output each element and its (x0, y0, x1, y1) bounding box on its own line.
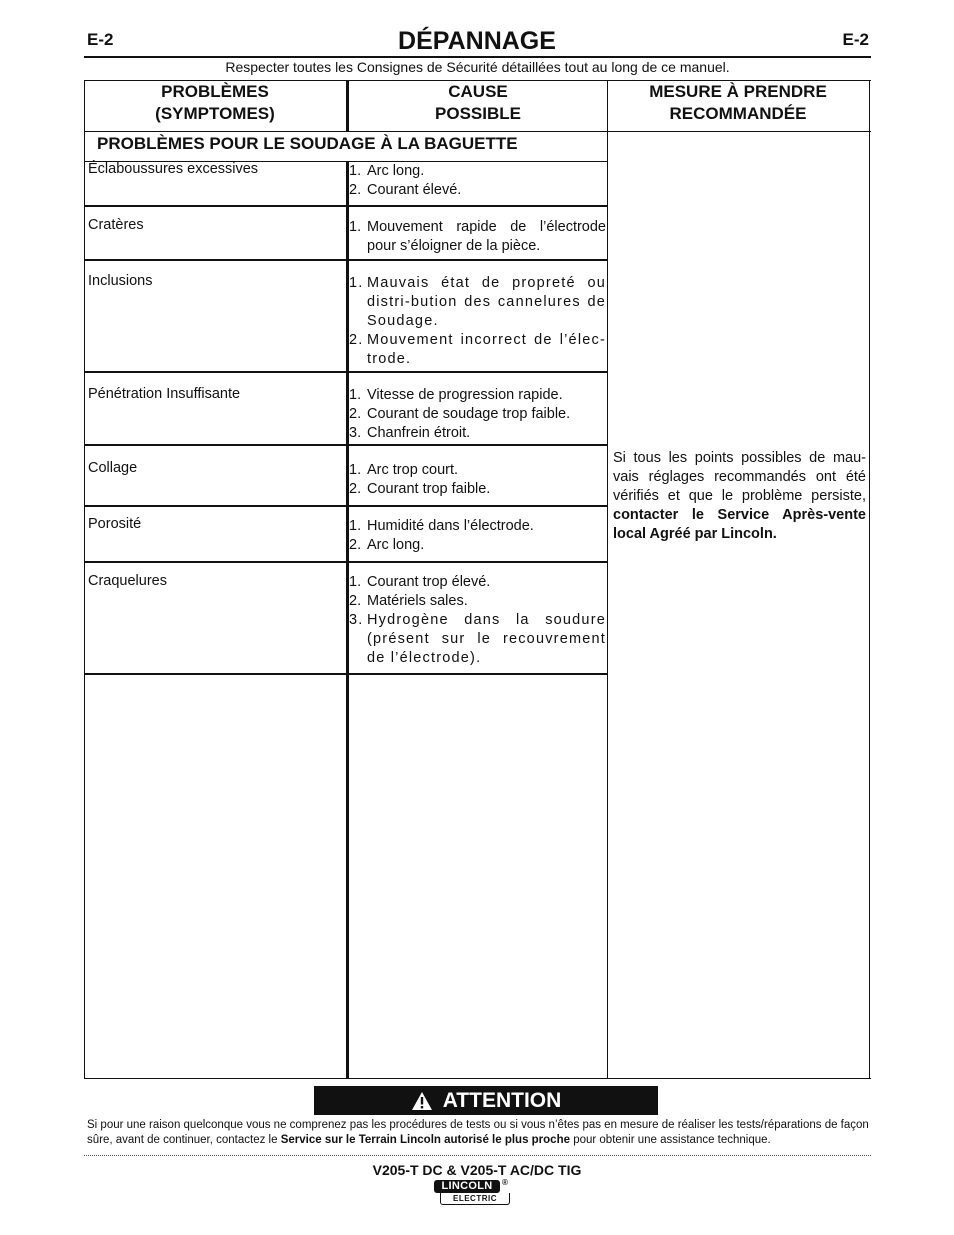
cause-item (349, 480, 606, 499)
column-divider-2 (607, 80, 608, 1079)
attention-banner (314, 1086, 658, 1115)
logo-registered-mark: ® (502, 1178, 508, 1187)
cause-cell (349, 218, 606, 256)
cause-text: Courant trop faible. (367, 481, 491, 497)
cause-text: Chanfrein étroit. (367, 425, 471, 441)
cause-item (349, 424, 606, 443)
cause-number: 3. (349, 612, 364, 628)
cause-cell (349, 573, 606, 668)
cause-text: Arc long. (367, 537, 425, 553)
cause-text: Vitesse de progression rapide. (367, 387, 563, 403)
cause-text: Hydrogène dans la soudure (présent sur le recouvrement de l’électrode). (367, 612, 606, 666)
cause-text: Matériels sales. (367, 593, 468, 609)
cause-text: Arc long. (367, 163, 425, 179)
cause-number: 2. (349, 537, 362, 553)
attention-text (87, 1118, 871, 1148)
cause-text: Humidité dans l’électrode. (367, 518, 534, 534)
logo-bottom: ELECTRIC (440, 1193, 510, 1205)
cause-item (349, 517, 606, 536)
table-bottom-border (84, 1078, 871, 1079)
symptom-cell: Cratères (88, 217, 144, 233)
symptom-cell: Collage (88, 460, 138, 476)
column-header-cause-line1: CAUSE (448, 82, 508, 101)
cause-item (349, 331, 606, 369)
attention-text-part: pour obtenir une assistance technique. (570, 1134, 771, 1146)
cause-number: 1. (349, 275, 364, 291)
cause-item (349, 611, 606, 668)
cause-number: 2. (349, 332, 364, 348)
attention-label: ATTENTION (442, 1088, 562, 1112)
page-code-right: E-2 (842, 30, 869, 49)
column-header-cause-line2: POSSIBLE (435, 104, 521, 123)
cause-number: 3. (349, 425, 362, 441)
section-title: PROBLÈMES POUR LE SOUDAGE À LA BAGUETTE (97, 134, 518, 153)
page-code-left: E-2 (87, 30, 114, 49)
recommended-action (613, 449, 866, 544)
column-header-problems (86, 81, 344, 125)
cause-number: 2. (349, 593, 362, 609)
column-header-action-line1: MESURE À PRENDRE (649, 82, 827, 101)
cause-item (349, 461, 606, 480)
table-left-border (84, 80, 85, 1079)
row-separator (84, 259, 608, 261)
cause-cell (349, 162, 606, 200)
page-title: DÉPANNAGE (398, 27, 556, 55)
cause-number: 2. (349, 481, 362, 497)
safety-note: Respecter toutes les Consignes de Sécurité détaillées tout au long de ce manuel. (225, 59, 730, 75)
cause-number: 1. (349, 462, 362, 478)
symptom-cell: Pénétration Insuffisante (88, 386, 241, 402)
column-header-action-line2: RECOMMANDÉE (669, 104, 807, 123)
cause-item (349, 405, 606, 424)
lincoln-electric-logo (432, 1180, 512, 1206)
cause-number: 2. (349, 406, 362, 422)
cause-text: Mouvement rapide de l’électrode pour s’éloigner de la pièce. (367, 219, 606, 254)
row-separator (84, 561, 608, 563)
attention-text-bold: Service sur le Terrain Lincoln autorisé le plus proche (280, 1134, 570, 1146)
cause-text: Courant trop élevé. (367, 574, 491, 590)
cause-item (349, 218, 606, 256)
cause-item (349, 573, 606, 592)
cause-cell (349, 386, 606, 443)
row-separator (84, 505, 608, 507)
footer-divider (84, 1155, 871, 1156)
warning-icon (411, 1091, 433, 1111)
cause-text: Arc trop court. (367, 462, 459, 478)
header-rule (84, 56, 871, 58)
cause-text: Courant de soudage trop faible. (367, 406, 571, 422)
cause-item (349, 274, 606, 331)
cause-cell (349, 517, 606, 555)
cause-number: 1. (349, 387, 362, 403)
cause-text: Courant élevé. (367, 182, 462, 198)
symptom-cell: Porosité (88, 516, 142, 532)
recommended-action-text: Si tous les points possibles de mau-vais réglages recommandés ont été vérifiés et que le problème persiste, (613, 450, 866, 504)
header-bottom-border (84, 131, 871, 132)
column-header-cause (350, 81, 606, 125)
cause-number: 1. (349, 518, 362, 534)
cause-cell (349, 274, 606, 369)
cause-cell (349, 461, 606, 499)
row-separator (84, 371, 608, 373)
row-separator (84, 205, 608, 207)
cause-item (349, 536, 606, 555)
recommended-action-bold: contacter le Service Après-vente local Agréé par Lincoln. (613, 507, 866, 542)
cause-item (349, 181, 606, 200)
table-right-border (869, 80, 870, 1079)
cause-item (349, 592, 606, 611)
cause-number: 1. (349, 219, 362, 235)
cause-number: 1. (349, 163, 362, 179)
column-header-problems-line1: PROBLÈMES (161, 82, 269, 101)
cause-text: Mauvais état de propreté ou distri-bution des cannelures de Soudage. (367, 275, 606, 329)
column-header-action (609, 81, 867, 125)
symptom-cell: Craquelures (88, 573, 167, 589)
cause-item (349, 386, 606, 405)
cause-text: Mouvement incorrect de l’élec-trode. (367, 332, 606, 367)
header-divider-1 (346, 80, 349, 132)
row-separator (84, 444, 608, 446)
symptom-cell: Inclusions (88, 273, 153, 289)
cause-number: 1. (349, 574, 362, 590)
column-header-problems-line2: (SYMPTOMES) (155, 104, 275, 123)
cause-item (349, 162, 606, 181)
model-name: V205-T DC & V205-T AC/DC TIG (372, 1162, 582, 1178)
symptom-cell: Éclaboussures excessives (88, 161, 259, 177)
logo-top: LINCOLN (434, 1180, 500, 1193)
cause-number: 2. (349, 182, 362, 198)
attention-text-part: Si pour une raison quelconque vous ne comprenez pas les procédures de tests ou si vous n’êtes pas en mesure de réaliser les tests/réparations de façon sûre, avant de continuer, contactez le (87, 1119, 869, 1146)
row-separator (84, 673, 608, 675)
